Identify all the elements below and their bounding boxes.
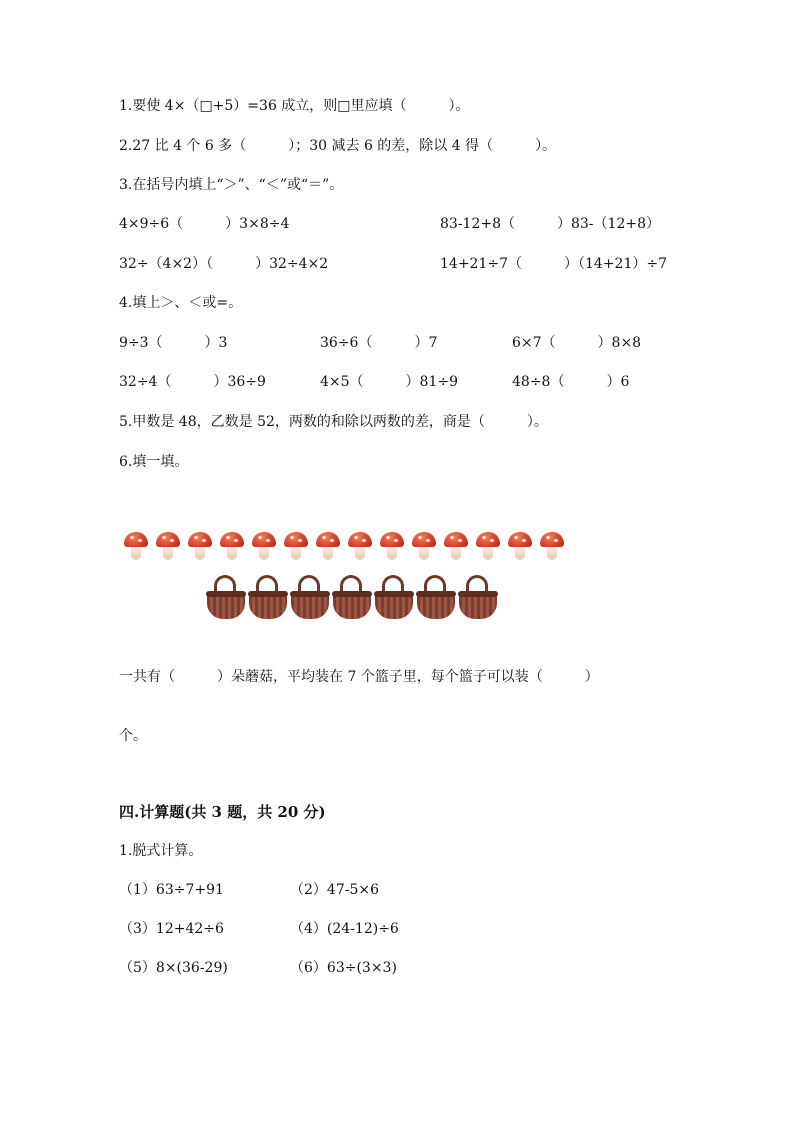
q4-item-r2c2: 4×5（ ）81÷9 <box>320 374 458 390</box>
mushroom-icon <box>378 530 410 564</box>
mushroom-icon <box>186 530 218 564</box>
basket-icon <box>458 574 500 620</box>
mushroom-icon <box>538 530 570 564</box>
section-4-heading: 四.计算题(共 3 题，共 20 分) <box>119 803 326 821</box>
question-6-title: 6.填一填。 <box>119 454 189 470</box>
question-4-title: 4.填上＞、＜或=。 <box>119 295 243 311</box>
mushroom-row <box>122 530 570 566</box>
q4-item-r1c2: 36÷6（ ）7 <box>320 335 438 351</box>
basket-icon <box>248 574 290 620</box>
mushroom-icon <box>282 530 314 564</box>
mushroom-icon <box>506 530 538 564</box>
q3-item-r2c1: 32÷（4×2）（ ）32÷4×2 <box>119 256 329 272</box>
mushroom-icon <box>218 530 250 564</box>
basket-icon <box>332 574 374 620</box>
question-5: 5.甲数是 48，乙数是 52，两数的和除以两数的差，商是（ ）。 <box>119 414 548 430</box>
q4-item-r2c1: 32÷4（ ）36÷9 <box>119 374 266 390</box>
basket-icon <box>416 574 458 620</box>
basket-row <box>206 574 500 622</box>
calc-item-2: （2）47-5×6 <box>290 882 379 898</box>
q3-item-r2c2: 14+21÷7（ ）（14+21）÷7 <box>440 256 667 272</box>
q4-item-r1c3: 6×7（ ）8×8 <box>512 335 642 351</box>
mushroom-icon <box>474 530 506 564</box>
question-6-text-line2: 个。 <box>119 728 147 744</box>
question-3-title: 3.在括号内填上“＞”、“＜”或“＝”。 <box>119 177 344 193</box>
mushroom-icon <box>442 530 474 564</box>
calc-item-1: （1）63÷7+91 <box>119 882 224 898</box>
q4-item-r1c1: 9÷3（ ）3 <box>119 335 228 351</box>
mushroom-icon <box>250 530 282 564</box>
basket-icon <box>290 574 332 620</box>
q3-item-r1c1: 4×9÷6（ ）3×8÷4 <box>119 216 290 232</box>
question-2: 2.27 比 4 个 6 多（ ）；30 减去 6 的差，除以 4 得（ ）。 <box>119 138 557 154</box>
calc-item-5: （5）8×(36-29) <box>119 960 228 976</box>
calc-item-3: （3）12+42÷6 <box>119 921 224 937</box>
calc-item-6: （6）63÷(3×3) <box>290 960 397 976</box>
basket-icon <box>374 574 416 620</box>
mushroom-icon <box>154 530 186 564</box>
mushroom-icon <box>122 530 154 564</box>
mushroom-icon <box>410 530 442 564</box>
mushroom-icon <box>314 530 346 564</box>
q3-item-r1c2: 83-12+8（ ）83-（12+8） <box>440 216 660 232</box>
question-6-text-line1: 一共有（ ）朵蘑菇，平均装在 7 个篮子里，每个篮子可以装（ ） <box>119 669 599 685</box>
mushroom-icon <box>346 530 378 564</box>
basket-icon <box>206 574 248 620</box>
calc-item-4: （4）(24-12)÷6 <box>290 921 399 937</box>
question-1: 1.要使 4×（□+5）=36 成立，则□里应填（ ）。 <box>119 98 470 114</box>
q4-item-r2c3: 48÷8（ ）6 <box>512 374 630 390</box>
section-4-question-1-title: 1.脱式计算。 <box>119 843 203 859</box>
